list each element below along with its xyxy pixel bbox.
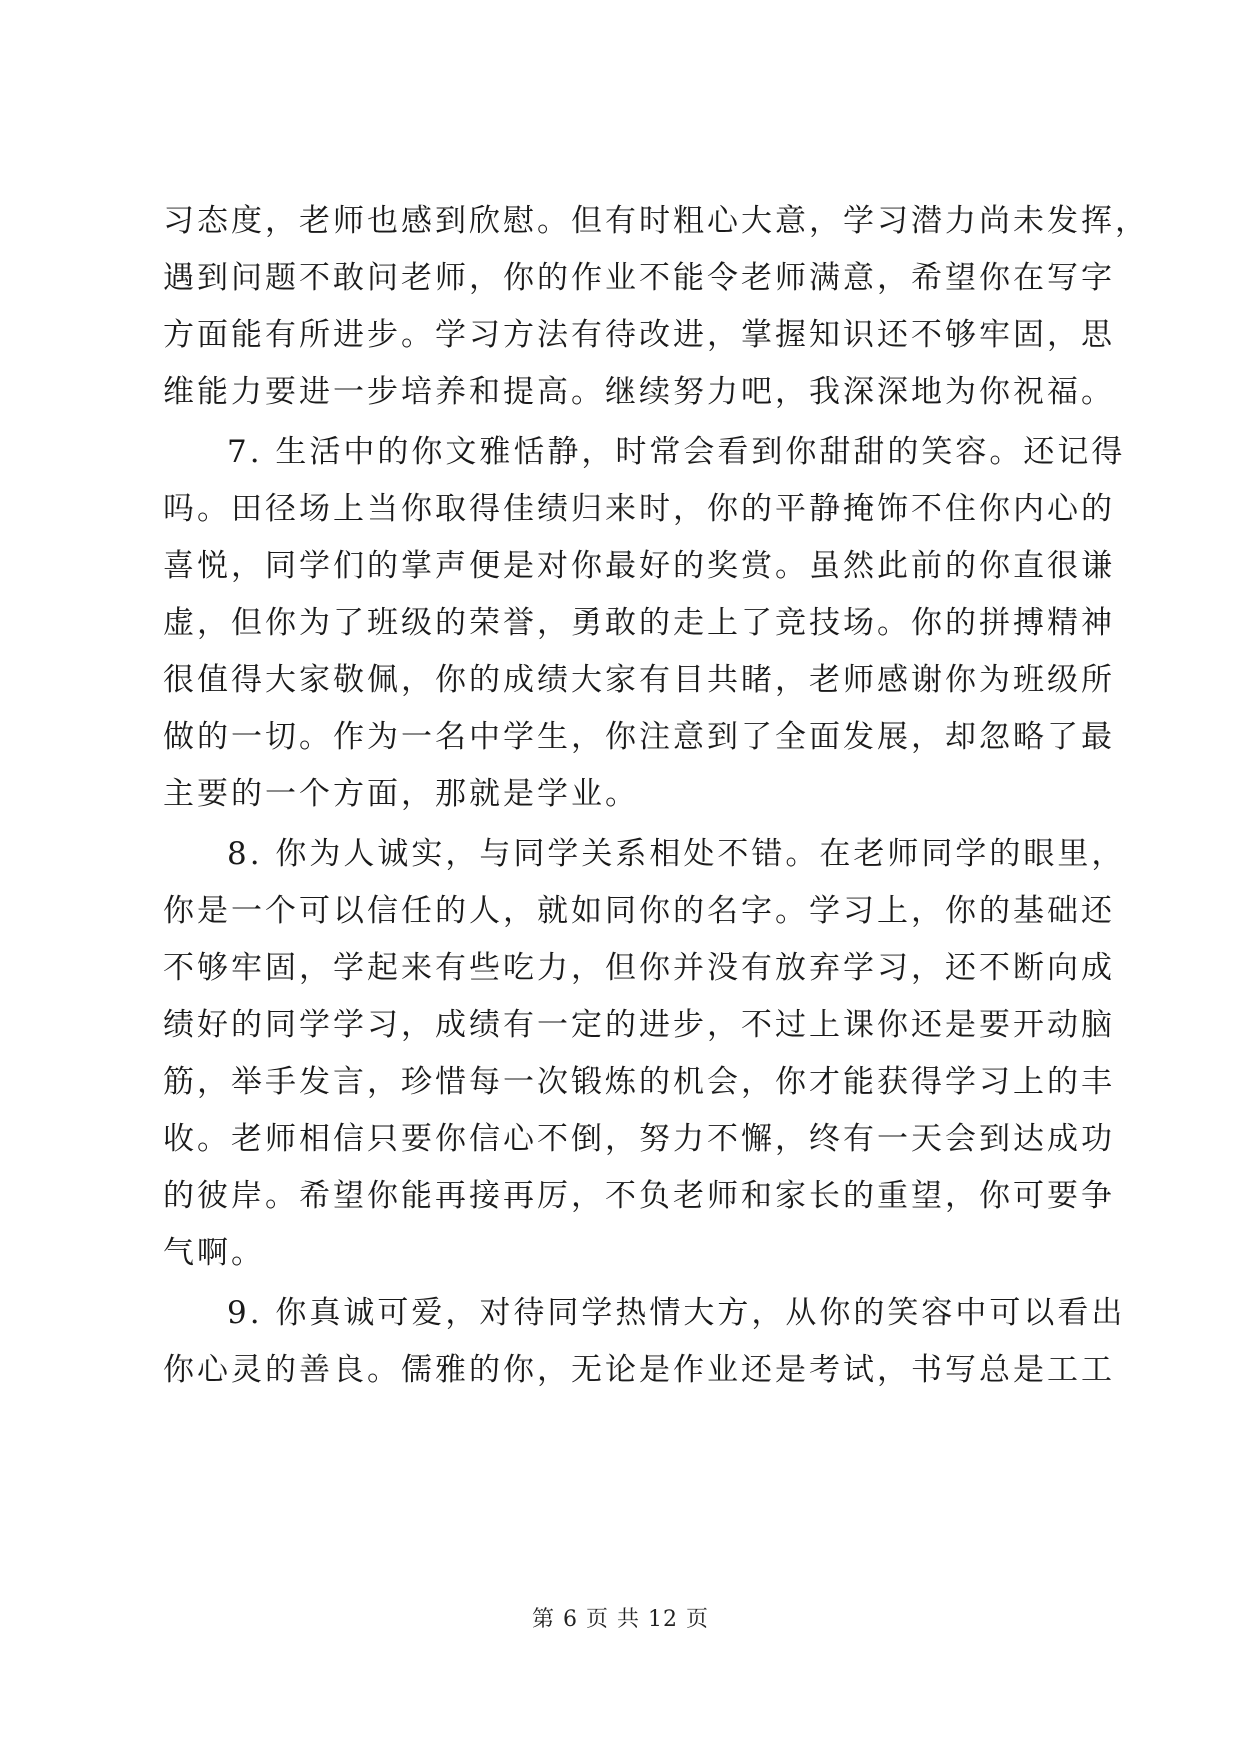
text-line: 气啊。 [163, 1235, 265, 1271]
text-line: 筋，举手发言，珍惜每一次锻炼的机会，你才能获得学习上的丰 [163, 1064, 1115, 1100]
text-line: 维能力要进一步培养和提高。继续努力吧，我深深地为你祝福。 [163, 374, 1115, 410]
text-line: 方面能有所进步。学习方法有待改进，掌握知识还不够牢固，思 [163, 317, 1115, 353]
text-line: 绩好的同学学习，成绩有一定的进步，不过上课你还是要开动脑 [163, 1007, 1115, 1043]
text-line: 习态度，老师也感到欣慰。但有时粗心大意，学习潜力尚未发挥， [163, 203, 1149, 239]
text-line: 收。老师相信只要你信心不倒，努力不懈，终有一天会到达成功 [163, 1121, 1115, 1157]
text-line: 主要的一个方面，那就是学业。 [163, 776, 639, 812]
text-line: 做的一切。作为一名中学生，你注意到了全面发展，却忽略了最 [163, 719, 1115, 755]
text-line: 的彼岸。希望你能再接再厉，不负老师和家长的重望，你可要争 [163, 1178, 1115, 1214]
text-line: 你心灵的善良。儒雅的你，无论是作业还是考试，书写总是工工 [163, 1352, 1115, 1388]
paragraph-9-start: 9. 你真诚可爱，对待同学热情大方，从你的笑容中可以看出 [227, 1295, 1126, 1331]
text-line: 很值得大家敬佩，你的成绩大家有目共睹，老师感谢你为班级所 [163, 662, 1115, 698]
text-line: 喜悦，同学们的掌声便是对你最好的奖赏。虽然此前的你直很谦 [163, 548, 1115, 584]
paragraph-7-start: 7. 生活中的你文雅恬静，时常会看到你甜甜的笑容。还记得 [227, 434, 1126, 470]
text-line: 不够牢固，学起来有些吃力，但你并没有放弃学习，还不断向成 [163, 950, 1115, 986]
text-line: 虚，但你为了班级的荣誉，勇敢的走上了竞技场。你的拼搏精神 [163, 605, 1115, 641]
text-line: 吗。田径场上当你取得佳绩归来时，你的平静掩饰不住你内心的 [163, 491, 1115, 527]
page-footer: 第 6 页 共 12 页 [532, 1607, 709, 1632]
paragraph-8-start: 8. 你为人诚实，与同学关系相处不错。在老师同学的眼里， [227, 836, 1126, 872]
text-line: 遇到问题不敢问老师，你的作业不能令老师满意，希望你在写字 [163, 260, 1115, 296]
text-line: 你是一个可以信任的人，就如同你的名字。学习上，你的基础还 [163, 893, 1115, 929]
